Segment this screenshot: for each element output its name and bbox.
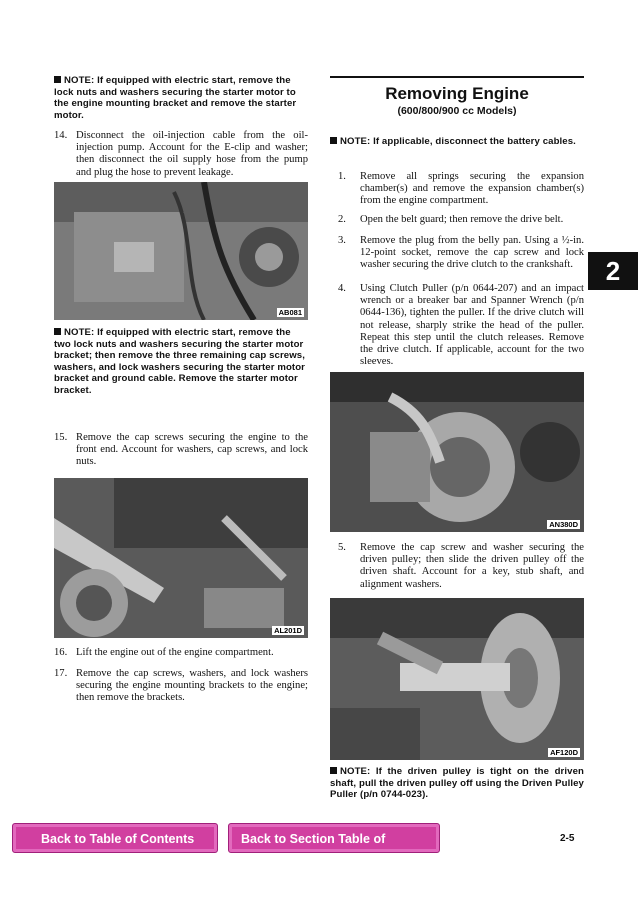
note-text: NOTE: If the driven pulley is tight on the driven shaft, pull the driven pulley off using the Driven Pulley Puller (p/n 0744-023). (330, 766, 584, 801)
step-number: 2. (338, 214, 346, 225)
bullet-square-icon (54, 328, 61, 335)
step-text: Remove all springs securing the expansion chamber(s) and remove the expansion chamber(s) from the engine compartment. (360, 171, 584, 207)
step-16 (54, 647, 308, 659)
photo-engine-mount (54, 478, 308, 638)
section-title: Removing Engine (385, 84, 529, 103)
step-2 (338, 214, 584, 226)
step-4 (338, 283, 584, 368)
step-number: 5. (338, 542, 346, 553)
step-number: 1. (338, 171, 346, 182)
note-text: NOTE: If equipped with electric start, remove the two lock nuts and washers securing the starter motor bracket; then remove the three remaining cap screws, washers, and lock washers securing the starter motor bracket and ground cable. Remove the starter motor bracket. (54, 327, 305, 396)
photo-drive-clutch (330, 372, 584, 532)
step-number: 3. (338, 235, 346, 246)
note-starter-motor (54, 75, 308, 121)
photo-driven-pulley (330, 598, 584, 760)
note-starter-bracket (54, 327, 308, 397)
note-text: NOTE: If equipped with electric start, remove the lock nuts and washers securing the starter motor to the engine mounting bracket and remove the starter motor. (54, 75, 297, 121)
pulley-photo-illustration (330, 598, 584, 760)
page-number: 2-5 (560, 833, 575, 844)
bullet-square-icon (330, 137, 337, 144)
step-text: Using Clutch Puller (p/n 0644-207) and an impact wrench or a breaker bar and Spanner Wrench (p/n 0644-136), tighten the puller. If the drive clutch will not release, sharply strike the head of the puller. Repeat this step until the clutch releases. Remove the drive clutch. If applicable, account for the two sleeves. (360, 283, 584, 368)
back-to-section-toc-button[interactable]: Back to Section Table of Contents (228, 823, 440, 853)
step-number: 16. (54, 647, 68, 658)
step-text: Disconnect the oil-injection cable from the oil-injection pump. Account for the E-clip and washer; then disconnect the oil supply hose from the pump and plug the hose to prevent leakage. (76, 130, 308, 178)
step-number: 17. (54, 668, 68, 679)
step-17 (54, 668, 308, 705)
note-driven-pulley (330, 766, 584, 801)
section-heading (330, 76, 584, 117)
step-text: Remove the plug from the belly pan. Using a ½-in. 12-point socket, remove the cap screw and lock washer securing the drive clutch to the crankshaft. (360, 235, 584, 271)
step-text: Lift the engine out of the engine compartment. (76, 647, 274, 658)
step-number: 14. (54, 130, 68, 141)
clutch-photo-illustration (330, 372, 584, 532)
note-text: NOTE: If applicable, disconnect the battery cables. (340, 136, 576, 147)
step-text: Open the belt guard; then remove the drive belt. (360, 214, 564, 225)
step-15 (54, 432, 308, 469)
bullet-square-icon (54, 76, 61, 83)
step-3 (338, 235, 584, 272)
step-number: 4. (338, 283, 346, 294)
step-text: Remove the cap screws, washers, and lock washers securing the engine mounting brackets to the engine; then remove the brackets. (76, 668, 308, 704)
step-number: 15. (54, 432, 68, 443)
back-to-toc-button[interactable]: Back to Table of Contents (12, 823, 218, 853)
step-text: Remove the cap screws securing the engine to the front end. Account for washers, cap screws, and lock nuts. (76, 432, 308, 468)
photo-caption: AF120D (550, 748, 578, 757)
photo-caption: AN380D (549, 520, 578, 529)
note-battery (330, 136, 584, 148)
step-5 (338, 542, 584, 591)
bullet-square-icon (330, 767, 337, 774)
photo-oil-injection-pump (54, 182, 308, 320)
section-subtitle: (600/800/900 cc Models) (397, 105, 517, 117)
step-text: Remove the cap screw and washer securing the driven pulley; then slide the driven pulley off the driven shaft. Account for a key, stub shaft, and alignment washers. (360, 542, 584, 590)
photo-caption: AL201D (274, 626, 302, 635)
photo-caption: AB081 (278, 308, 302, 317)
engine-mount-photo-illustration (54, 478, 308, 638)
section-tab: 2 (588, 252, 638, 290)
step-14 (54, 130, 308, 179)
step-1 (338, 171, 584, 208)
engine-photo-illustration (54, 182, 308, 320)
